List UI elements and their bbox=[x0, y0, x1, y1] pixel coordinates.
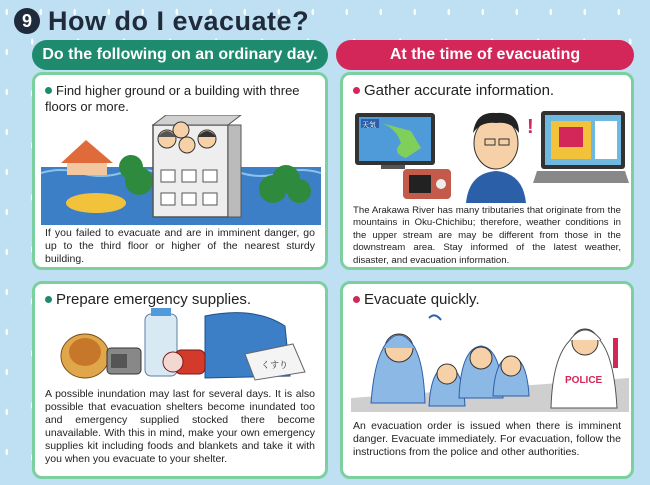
supplies-heading-text: Prepare emergency supplies. bbox=[56, 291, 252, 308]
information-heading-text: Gather accurate information. bbox=[364, 82, 555, 99]
emergency-supplies-illustration bbox=[55, 306, 315, 386]
higher-ground-panel bbox=[32, 72, 328, 270]
higher-ground-heading bbox=[45, 83, 315, 115]
section-number-badge: 9 bbox=[14, 8, 40, 34]
information-body: The Arakawa River has many tributaries that originate from the mountains in Oku-Chichibu; therefore, weather conditions in the upper stream are may be different from those in the downstream area. Stay informed of the latest weather, disaster, and evacuation information. bbox=[353, 205, 621, 266]
svg-text:!: ! bbox=[527, 116, 534, 138]
bullet-icon bbox=[353, 296, 360, 303]
information-panel bbox=[340, 72, 634, 270]
higher-ground-body: If you failed to evacuate and are in imminent danger, go up to the third floor or higher of the nearest sturdy building. bbox=[45, 227, 315, 265]
bullet-icon bbox=[45, 296, 52, 303]
medicine-label: くすり bbox=[261, 360, 289, 370]
bullet-icon bbox=[45, 87, 52, 94]
page-title bbox=[14, 4, 309, 38]
higher-ground-heading-text: Find higher ground or a building with three floors or more. bbox=[45, 83, 300, 114]
evacuate-heading bbox=[353, 292, 621, 308]
information-heading bbox=[353, 83, 621, 99]
tv-weather-label: 天気 bbox=[362, 122, 376, 129]
evacuating-header: At the time of evacuating bbox=[336, 40, 634, 70]
information-illustration bbox=[351, 103, 629, 203]
supplies-body: A possible inundation may last for several days. It is also possible that evacuation shelters become inundated too and emergency supplied stocked there become unavailable. With this in mind, make your own emergency supplies kit including foods and blankets and take it with you when you evacuate to your shelter. bbox=[45, 388, 315, 465]
bullet-icon bbox=[353, 87, 360, 94]
evacuate-body: An evacuation order is issued when there is imminent danger. Evacuate immediately. For evacuation, follow the instructions from the police and other authorities. bbox=[353, 420, 621, 458]
evacuation-illustration bbox=[351, 308, 629, 412]
evacuate-heading-text: Evacuate quickly. bbox=[364, 291, 480, 308]
page-title-text: How do I evacuate? bbox=[48, 5, 310, 36]
police-vest-label: POLICE bbox=[565, 375, 603, 386]
supplies-panel bbox=[32, 281, 328, 479]
evacuate-panel bbox=[340, 281, 634, 479]
flooded-building-illustration bbox=[41, 115, 321, 225]
ordinary-day-header: Do the following on an ordinary day. bbox=[32, 40, 328, 70]
